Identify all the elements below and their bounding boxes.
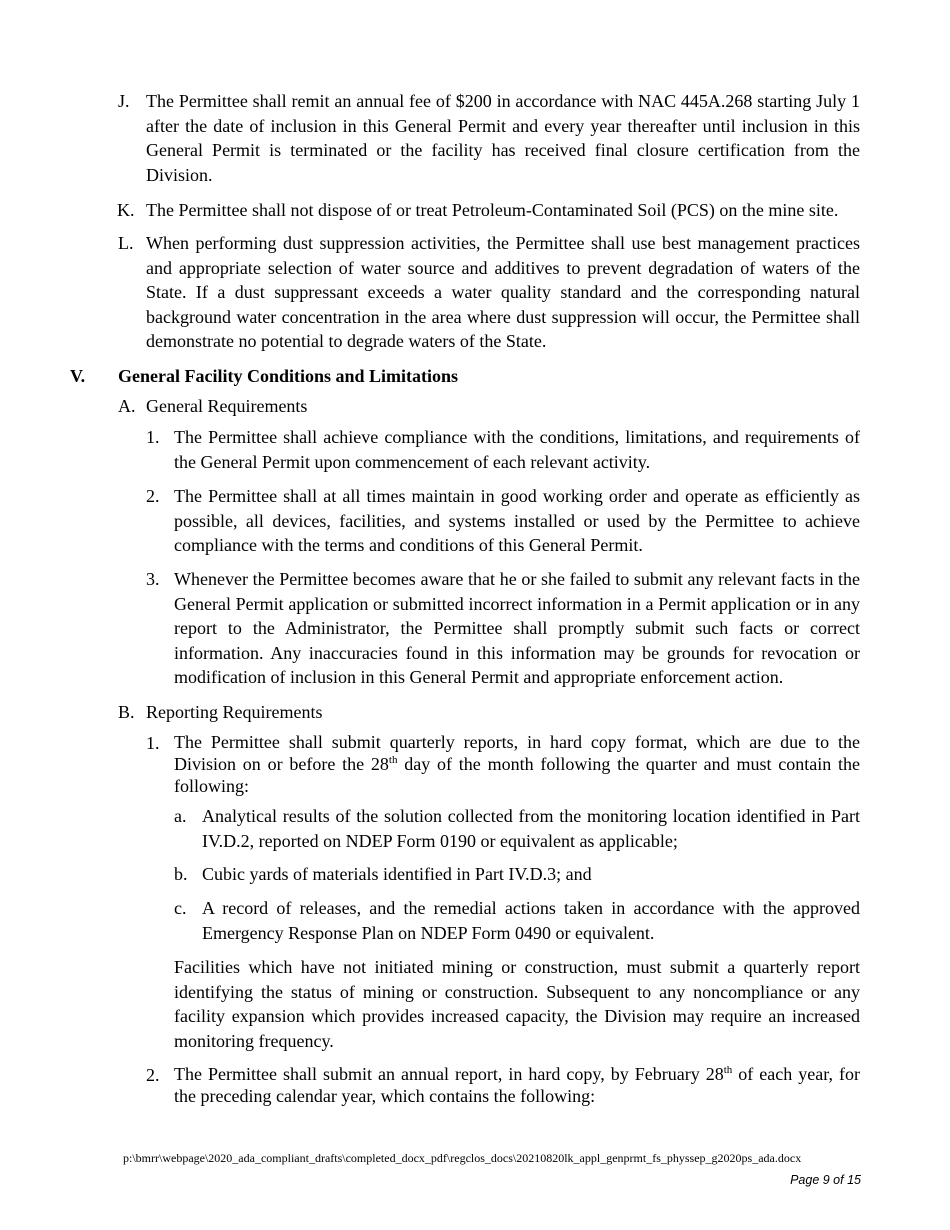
- list-label: K.: [117, 200, 135, 220]
- superscript: th: [723, 1064, 733, 1076]
- list-text: Analytical results of the solution collected from the monitoring location identified in Part IV.D.2, reported on NDEP Form 0190 or equivalent as applicable;: [202, 806, 860, 851]
- text-segment: day of the month following the quarter and must contain the following:: [174, 754, 860, 796]
- paragraph: Facilities which have not initiated mining or construction, must submit a quarterly report identifying the status of mining or construction. Subsequent to any noncompliance or any facility expansion which provides increased capacity, the Division may require an increased monitoring frequency.: [174, 957, 860, 1051]
- page-number: Page 9 of 15: [790, 1173, 861, 1187]
- text-segment: of each year, for the preceding calendar year, which contains the following:: [174, 1064, 860, 1106]
- list-label: c.: [174, 898, 187, 918]
- section-number: V.: [70, 366, 86, 386]
- subsection-title: General Requirements: [146, 396, 308, 416]
- superscript: th: [388, 754, 398, 766]
- list-label: L.: [118, 233, 134, 253]
- list-text: Cubic yards of materials identified in Part IV.D.3; and: [202, 864, 592, 884]
- section-title: General Facility Conditions and Limitations: [118, 366, 459, 386]
- list-text: When performing dust suppression activities, the Permittee shall use best management practices and appropriate selection of water source and additives to prevent degradation of waters of the State. If a dust suppressant exceeds a water quality standard and the corresponding natural background water concentration in the area where dust suppression will occur, the Permittee shall demonstrate no potential to degrade waters of the State.: [146, 233, 860, 351]
- list-label: 2.: [146, 486, 160, 506]
- list-text: [174, 1063, 860, 1107]
- list-label: 3.: [146, 569, 160, 589]
- list-text: The Permittee shall remit an annual fee of $200 in accordance with NAC 445A.268 starting July 1 after the date of inclusion in this General Permit and every year thereafter until inclusion in this General Permit is terminated or the facility has received final closure certification from the Division.: [146, 91, 860, 185]
- list-label: J.: [118, 91, 130, 111]
- footer-file-path: p:\bmrr\webpage\2020_ada_compliant_drafts\completed_docx_pdf\regclos_docs\20210820lk_appl_genprmt_fs_physsep_g2020ps_ada.docx: [123, 1151, 802, 1165]
- list-label: a.: [174, 806, 187, 826]
- subsection-label: A.: [118, 396, 136, 416]
- text-segment: The Permittee shall submit quarterly reports, in hard copy format, which are due to the Division on or before the 28: [174, 732, 860, 774]
- list-label: 2.: [146, 1065, 160, 1085]
- list-text: The Permittee shall not dispose of or treat Petroleum-Contaminated Soil (PCS) on the mine site.: [146, 200, 839, 220]
- list-text: Whenever the Permittee becomes aware that he or she failed to submit any relevant facts in the General Permit application or submitted incorrect information in a Permit application or in any report to the Administrator, the Permittee shall promptly submit such facts or correct information. Any inaccuracies found in this information may be grounds for revocation or modification of inclusion in this General Permit and appropriate enforcement action.: [174, 569, 860, 687]
- list-text: The Permittee shall at all times maintain in good working order and operate as efficiently as possible, all devices, facilities, and systems installed or used by the Permittee to achieve compliance with the terms and conditions of this General Permit.: [174, 486, 860, 555]
- text-segment: The Permittee shall submit an annual report, in hard copy, by February 28: [174, 1064, 724, 1084]
- list-text: [174, 731, 860, 797]
- subsection-title: Reporting Requirements: [146, 702, 323, 722]
- list-text: A record of releases, and the remedial actions taken in accordance with the approved Emergency Response Plan on NDEP Form 0490 or equivalent.: [202, 898, 860, 943]
- list-label: 1.: [146, 427, 160, 447]
- list-label: 1.: [146, 733, 160, 753]
- list-text: The Permittee shall achieve compliance with the conditions, limitations, and requirements of the General Permit upon commencement of each relevant activity.: [174, 427, 860, 472]
- list-label: b.: [174, 864, 188, 884]
- subsection-label: B.: [118, 702, 135, 722]
